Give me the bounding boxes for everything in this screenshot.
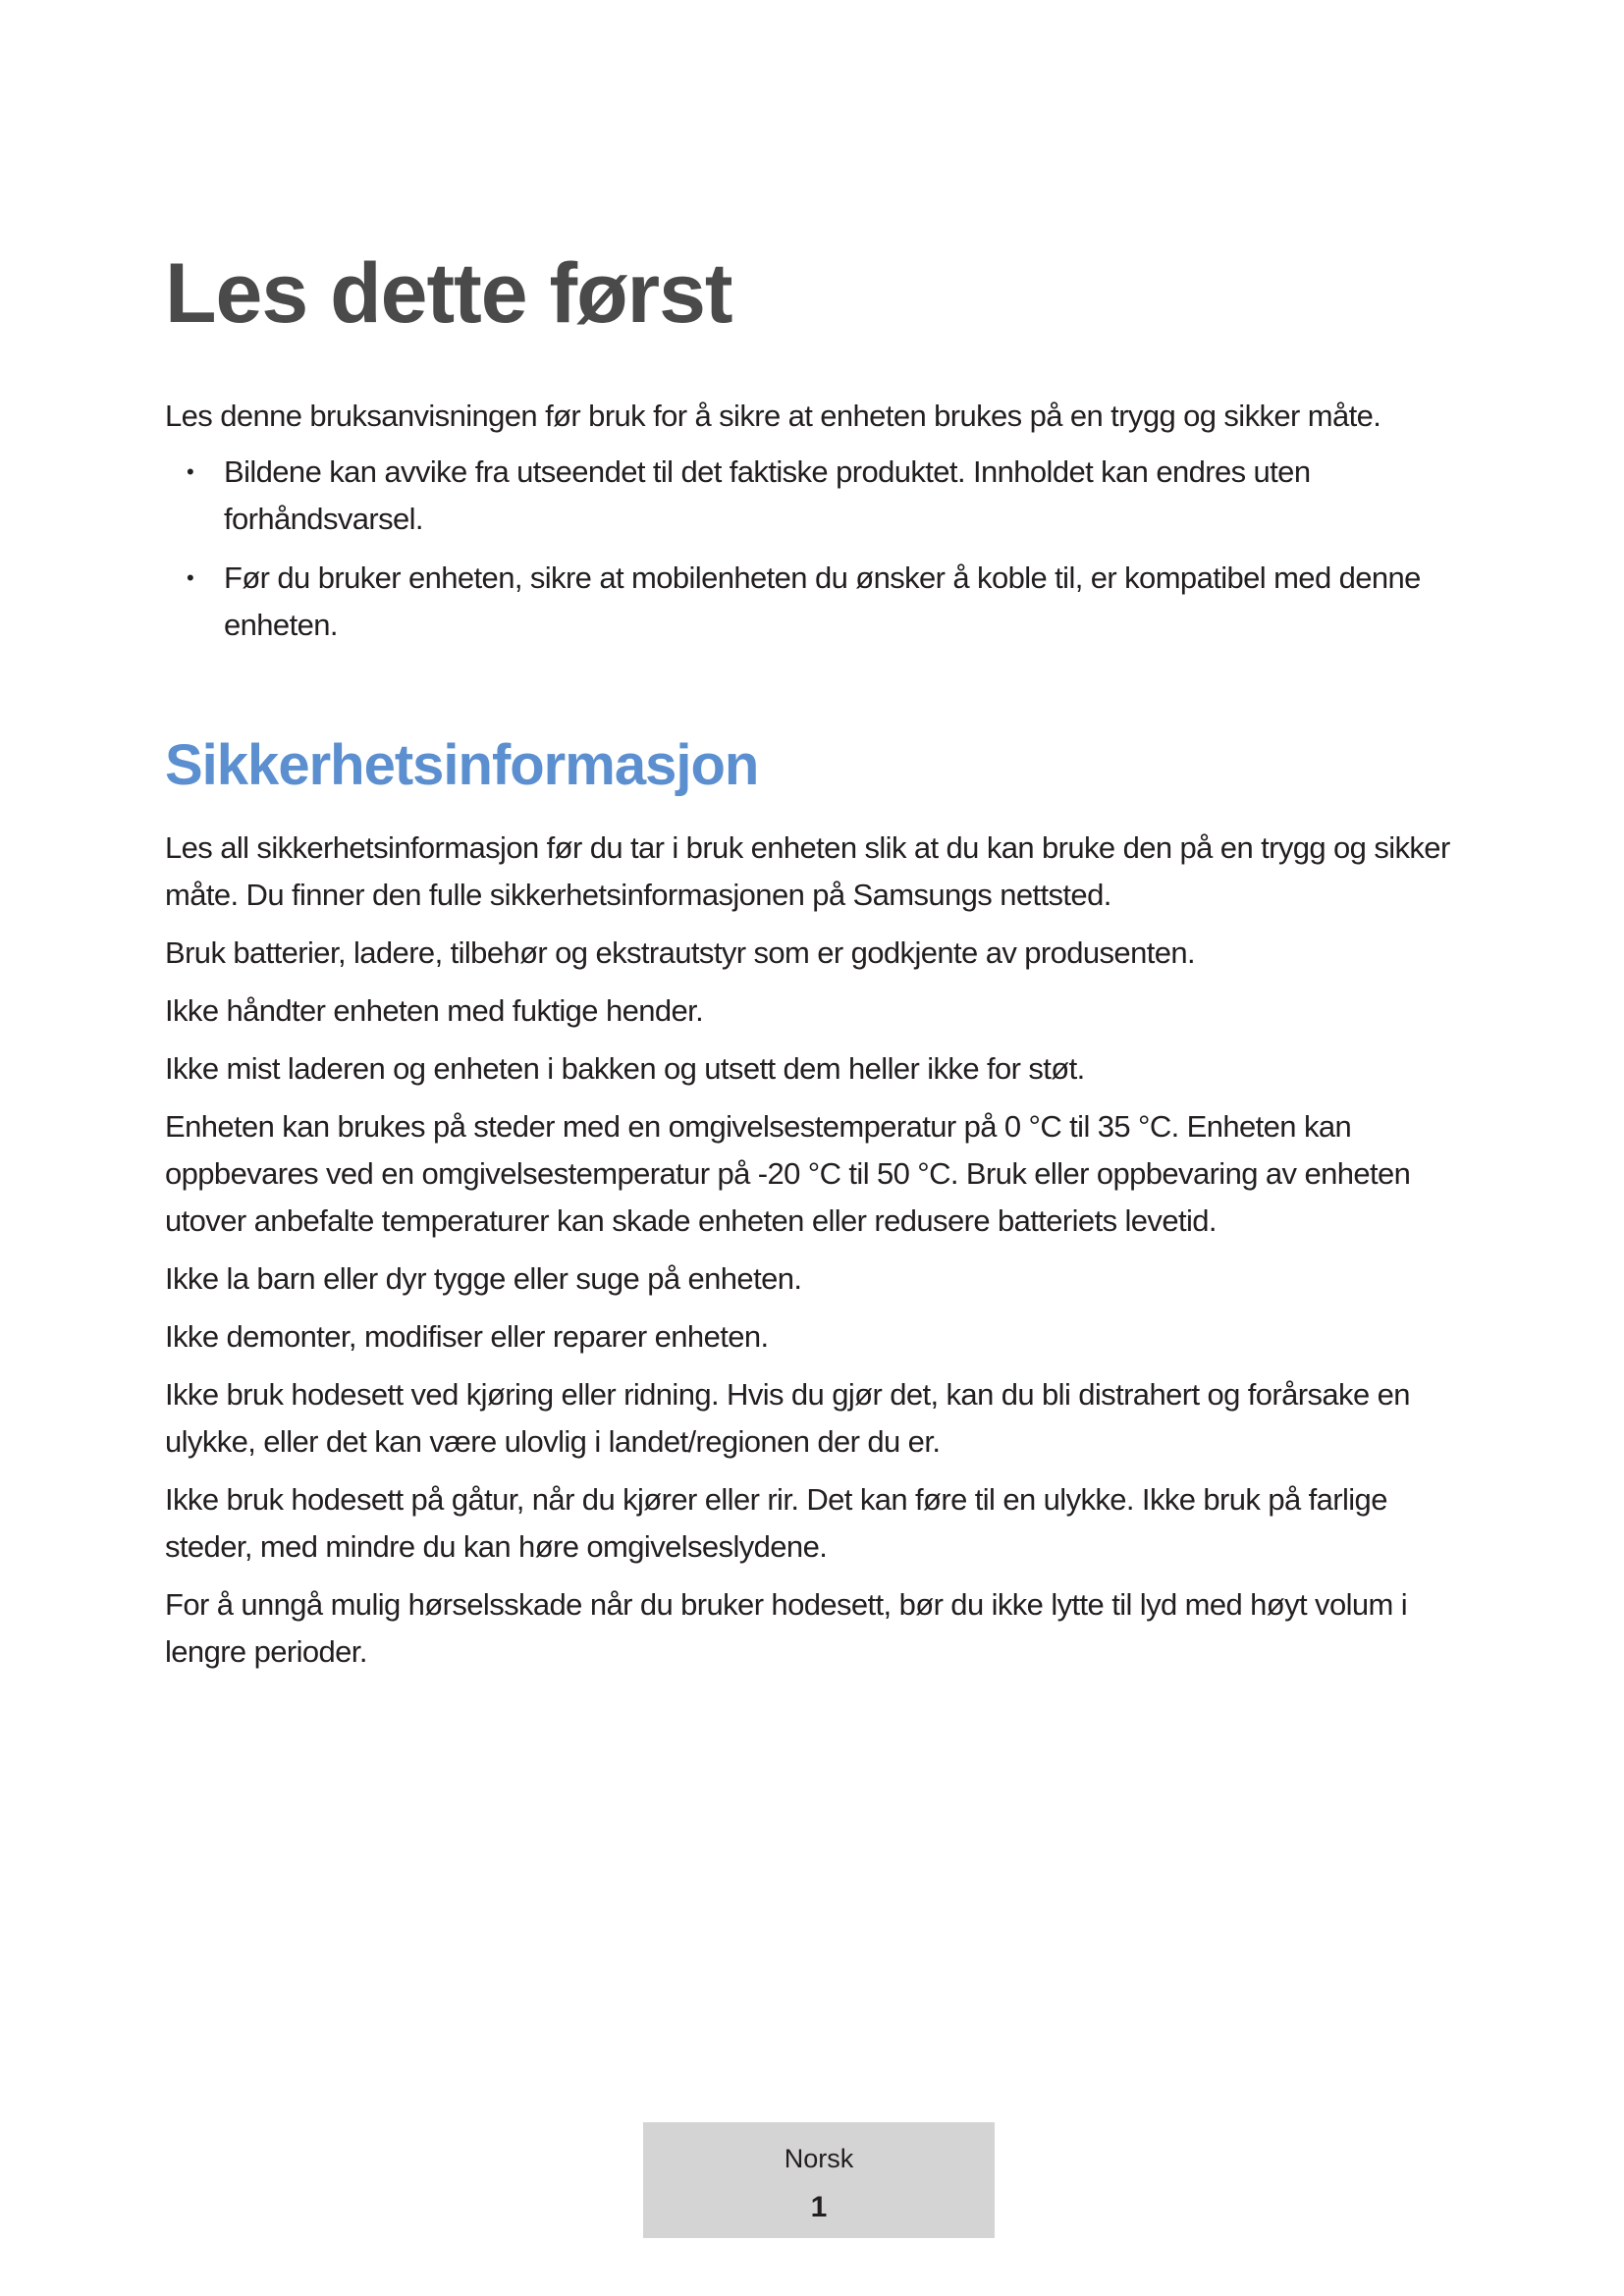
paragraph: Ikke bruk hodesett ved kjøring eller ridning. Hvis du gjør det, kan du bli distrahert og forårsake en ulykke, eller det kan være ulovlig i landet/regionen der du er. [165, 1377, 1410, 1459]
paragraph: Ikke la barn eller dyr tygge eller suge på enheten. [165, 1261, 802, 1296]
list-item [165, 555, 1481, 649]
footer-language: Norsk [784, 2144, 854, 2173]
list-item [165, 449, 1481, 543]
list-item-text: Før du bruker enheten, sikre at mobilenheten du ønsker å koble til, er kompatibel med denne enheten. [224, 561, 1421, 642]
list-item-text: Bildene kan avvike fra utseendet til det faktiske produktet. Innholdet kan endres uten forhåndsvarsel. [224, 454, 1311, 536]
page-title: Les dette først [165, 246, 732, 341]
intro-text: Les denne bruksanvisningen før bruk for å sikre at enheten brukes på en trygg og sikker måte. [165, 399, 1381, 433]
paragraph: Enheten kan brukes på steder med en omgivelsestemperatur på 0 °C til 35 °C. Enheten kan oppbevares ved en omgivelsestemperatur på -20 °C til 50 °C. Bruk eller oppbevaring av enheten utover anbefalte temperaturer kan skade enheten eller redusere batteriets levetid. [165, 1109, 1411, 1238]
bullet-icon: • [187, 565, 194, 590]
page-footer [643, 2122, 995, 2238]
page-number: 1 [810, 2191, 828, 2223]
paragraph: Ikke demonter, modifiser eller reparer enheten. [165, 1319, 769, 1354]
paragraph: Ikke håndter enheten med fuktige hender. [165, 993, 704, 1028]
paragraph: Ikke bruk hodesett på gåtur, når du kjører eller rir. Det kan føre til en ulykke. Ikke bruk på farlige steder, med mindre du kan høre omgivelseslydene. [165, 1482, 1387, 1564]
bullet-icon: • [187, 459, 194, 484]
paragraph: Les all sikkerhetsinformasjon før du tar i bruk enheten slik at du kan bruke den på en trygg og sikker måte. Du finner den fulle sikkerhetsinformasjonen på Samsungs nettsted. [165, 830, 1450, 912]
notice-list [165, 449, 1481, 661]
safety-info-body [165, 825, 1481, 1686]
section-title: Sikkerhetsinformasjon [165, 733, 759, 797]
paragraph: Ikke mist laderen og enheten i bakken og utsett dem heller ikke for støt. [165, 1051, 1085, 1086]
paragraph: For å unngå mulig hørselsskade når du bruker hodesett, bør du ikke lytte til lyd med høyt volum i lengre perioder. [165, 1587, 1408, 1669]
paragraph: Bruk batterier, ladere, tilbehør og ekstrautstyr som er godkjente av produsenten. [165, 935, 1196, 970]
